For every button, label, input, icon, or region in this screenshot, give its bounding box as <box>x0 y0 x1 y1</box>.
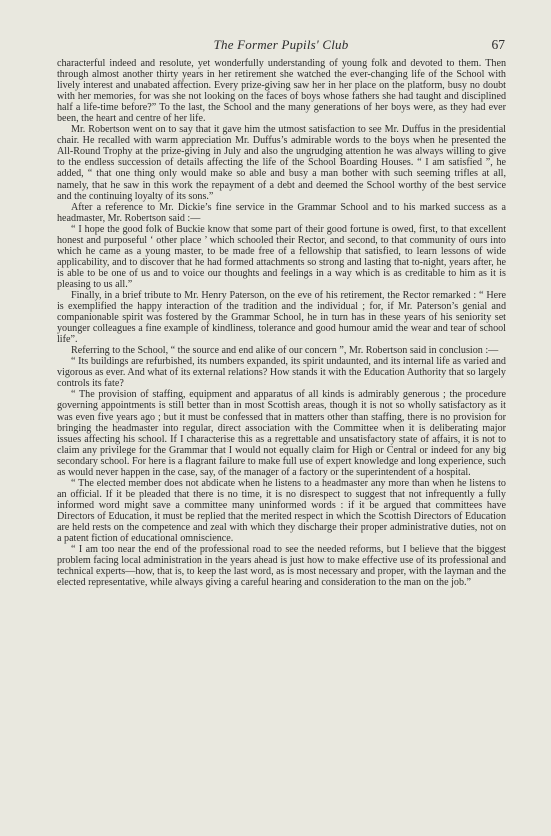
paragraph: Mr. Robertson went on to say that it gave him the utmost satisfaction to see Mr. Duffus in the presidential chair. He recalled with warm appreciation Mr. Duffus’s admirable words to the boys when he presented the All-Round Trophy at the prize-giving in July and also the ungrudging attention he was always willing to give to the endless succession of details affecting the life of the School Boarding Houses. “ I am satisfied ”, he added, “ that one thing only would make so able and busy a man bother with such seeming trifles at all, namely, that he saw in this work the repayment of a debt and deemed the School worthy of the best service and the continuing loyalty of its sons.” <box>57 124 506 202</box>
paragraph: “ The elected member does not abdicate when he listens to a headmaster any more than when he listens to an official. If it be pleaded that there is no time, it is no disrespect to suggest that not infrequently a fully informed word might save a committee many uninformed words : if it be argued that committees have Directors of Education, it must be replied that the merited respect in which the Scottish Directors of Education are held rests on the competence and zeal with which they discharge their proper administrative duties, not on a patent fiction of educational omniscience. <box>57 477 506 545</box>
running-title: The Former Pupils' Club <box>213 37 349 52</box>
paragraph: After a reference to Mr. Dickie’s fine service in the Grammar School and to his marked success as a headmaster, Mr. Robertson said :— <box>57 201 506 224</box>
paragraph: “ I am too near the end of the professional road to see the needed reforms, but I believe that the biggest problem facing local administration in the years ahead is just how to make effective use of its professional and technical experts—how, that is, to keep the last word, as is most necessary and proper, with the layman and the elected representative, while always giving a careful hearing and consideration to the man on the job.” <box>57 544 506 589</box>
paragraph: Referring to the School, “ the source and end alike of our concern ”, Mr. Robertson said in conclusion :— <box>71 345 499 357</box>
paragraph: “ Its buildings are refurbished, its numbers expanded, its spirit undaunted, and its internal life as varied and vigorous as ever. And what of its external relations? How stands it with the Education Authority that so largely controls its fate? <box>57 356 506 390</box>
article-body <box>57 58 506 588</box>
paragraph: characterful indeed and resolute, yet wonderfully understanding of young folk and devoted to them. Then through almost another thirty years in her retirement she watched the ever-changing life of the School with lively interest and unabated affection. Every prize-giving saw her in her place on the platform, busy no doubt with her memories, for was she not looking on the faces of boys whose fathers she had taught and disciplined half a life-time before?” To the last, the School and the many generations of her boys were, as they had ever been, the heart and centre of her life. <box>57 58 506 125</box>
page-header <box>57 37 505 55</box>
paragraph: “ The provision of staffing, equipment and apparatus of all kinds is admirably generous ; the procedure governing appointments is still better than in most Scottish areas, though it is not so wholly satisfactory as it was even five years ago ; but it must be confessed that in matters other than staffing, there is no provision for bringing the headmaster into regular, direct association with the Committee when it is deliberating major issues affecting his school. If I characterise this as a regrettable and unsatisfactory state of affairs, it is not to claim any privilege for the Grammar that I would not equally claim for High or Central or indeed for any big secondary school. For here is a flagrant failure to make full use of expert knowledge and long experience, such as would never happen in the case, say, of the manager of a factory or the superintendent of a hospital. <box>57 389 506 478</box>
page-number: 67 <box>491 37 505 52</box>
paragraph: “ I hope the good folk of Buckie know that some part of their good fortune is owed, first, to that excellent honest and purposeful ‘ other place ’ which schooled their Rector, and second, to that community of ours into which he came as a young master, to be made free of a fellowship that satisfied, to learn lessons of wide applicability, and to discover that he had formed attachments so strong and lasting that to-night, years after, he is able to be one of us and to voice our thoughts and feelings in a way which is as creditable to him as it is pleasing to us all.” <box>57 223 506 290</box>
paragraph: Finally, in a brief tribute to Mr. Henry Paterson, on the eve of his retirement, the Rector remarked : “ Here is exemplified the happy interaction of the tradition and the individual ; for, if Mr. Paterson’s genial and companionable spirit was fostered by the Grammar School, he in turn has in these years of his seniority set younger colleagues a fine example of kindliness, tolerance and good humour amid the wear and tear of school life”. <box>57 289 506 346</box>
